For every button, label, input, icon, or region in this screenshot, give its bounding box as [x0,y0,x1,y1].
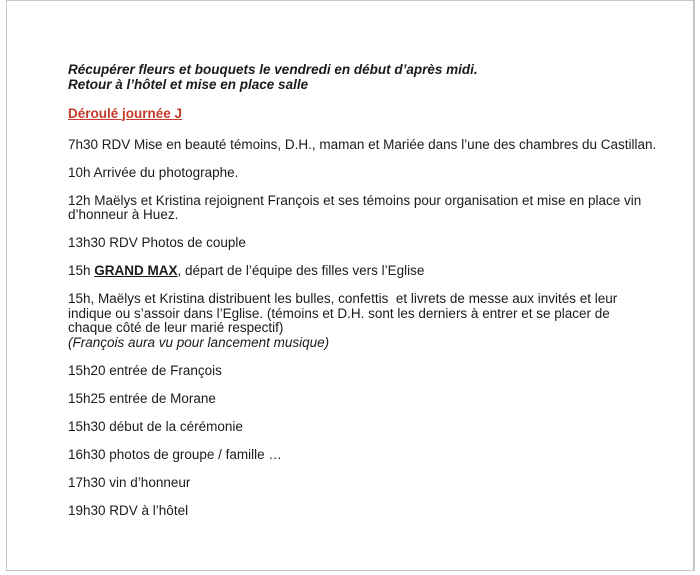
schedule-item-7h30 [68,138,668,153]
schedule-item-12h [68,194,668,223]
section-heading-text: Déroulé journée J [68,105,183,121]
schedule-suffix: , départ de l’équipe des filles vers l’Eglise [177,263,425,278]
section-heading [68,106,668,121]
schedule-item-15h20 [68,364,668,379]
schedule-time-prefix: 15h [68,263,95,278]
schedule-item-10h [68,166,668,181]
schedule-line: 15h, Maëlys et Kristina distribuent les bulles, confettis et livrets de messe aux invités et leur [68,291,618,306]
schedule-line: indique ou s’assoir dans l’Eglise. (témoins et D.H. sont les derniers à entrer et se placer de [68,305,610,321]
schedule-line: 19h30 RDV à l’hôtel [68,502,189,518]
intro-note [68,63,668,92]
schedule-note: (François aura vu pour lancement musique) [68,334,330,350]
schedule-line: 12h Maëlys et Kristina rejoignent François et ses témoins pour organisation et mise en place vin [68,192,642,208]
schedule-line: 15h25 entrée de Morane [68,390,216,406]
schedule-item-15h-distribution [68,292,668,350]
schedule-line: 15h20 entrée de François [68,362,222,378]
schedule-line: 16h30 photos de groupe / famille … [68,446,282,462]
schedule-item-15h25 [68,392,668,407]
schedule-emphasis: GRAND MAX [94,263,178,278]
schedule-item-15h30 [68,420,668,435]
schedule-line: 10h Arrivée du photographe. [68,164,239,180]
schedule-item-19h30 [68,504,668,519]
schedule-item-13h30 [68,236,668,251]
schedule-line: d’honneur à Huez. [68,207,179,222]
document-page [6,0,695,571]
schedule-item-17h30 [68,476,668,491]
schedule-item-15h-depart [68,264,668,279]
schedule-line: 17h30 vin d’honneur [68,474,191,490]
schedule-line: 13h30 RDV Photos de couple [68,235,246,250]
intro-line: Récupérer fleurs et bouquets le vendredi en début d’après midi. [68,62,478,77]
document-content [68,63,668,532]
schedule-line: 7h30 RDV Mise en beauté témoins, D.H., maman et Mariée dans l’une des chambres du Castillan. [68,136,657,152]
intro-line: Retour à l’hôtel et mise en place salle [68,76,309,92]
schedule-item-16h30 [68,448,668,463]
schedule-line: 15h30 début de la cérémonie [68,418,243,434]
schedule-line: chaque côté de leur marié respectif) [68,320,284,335]
